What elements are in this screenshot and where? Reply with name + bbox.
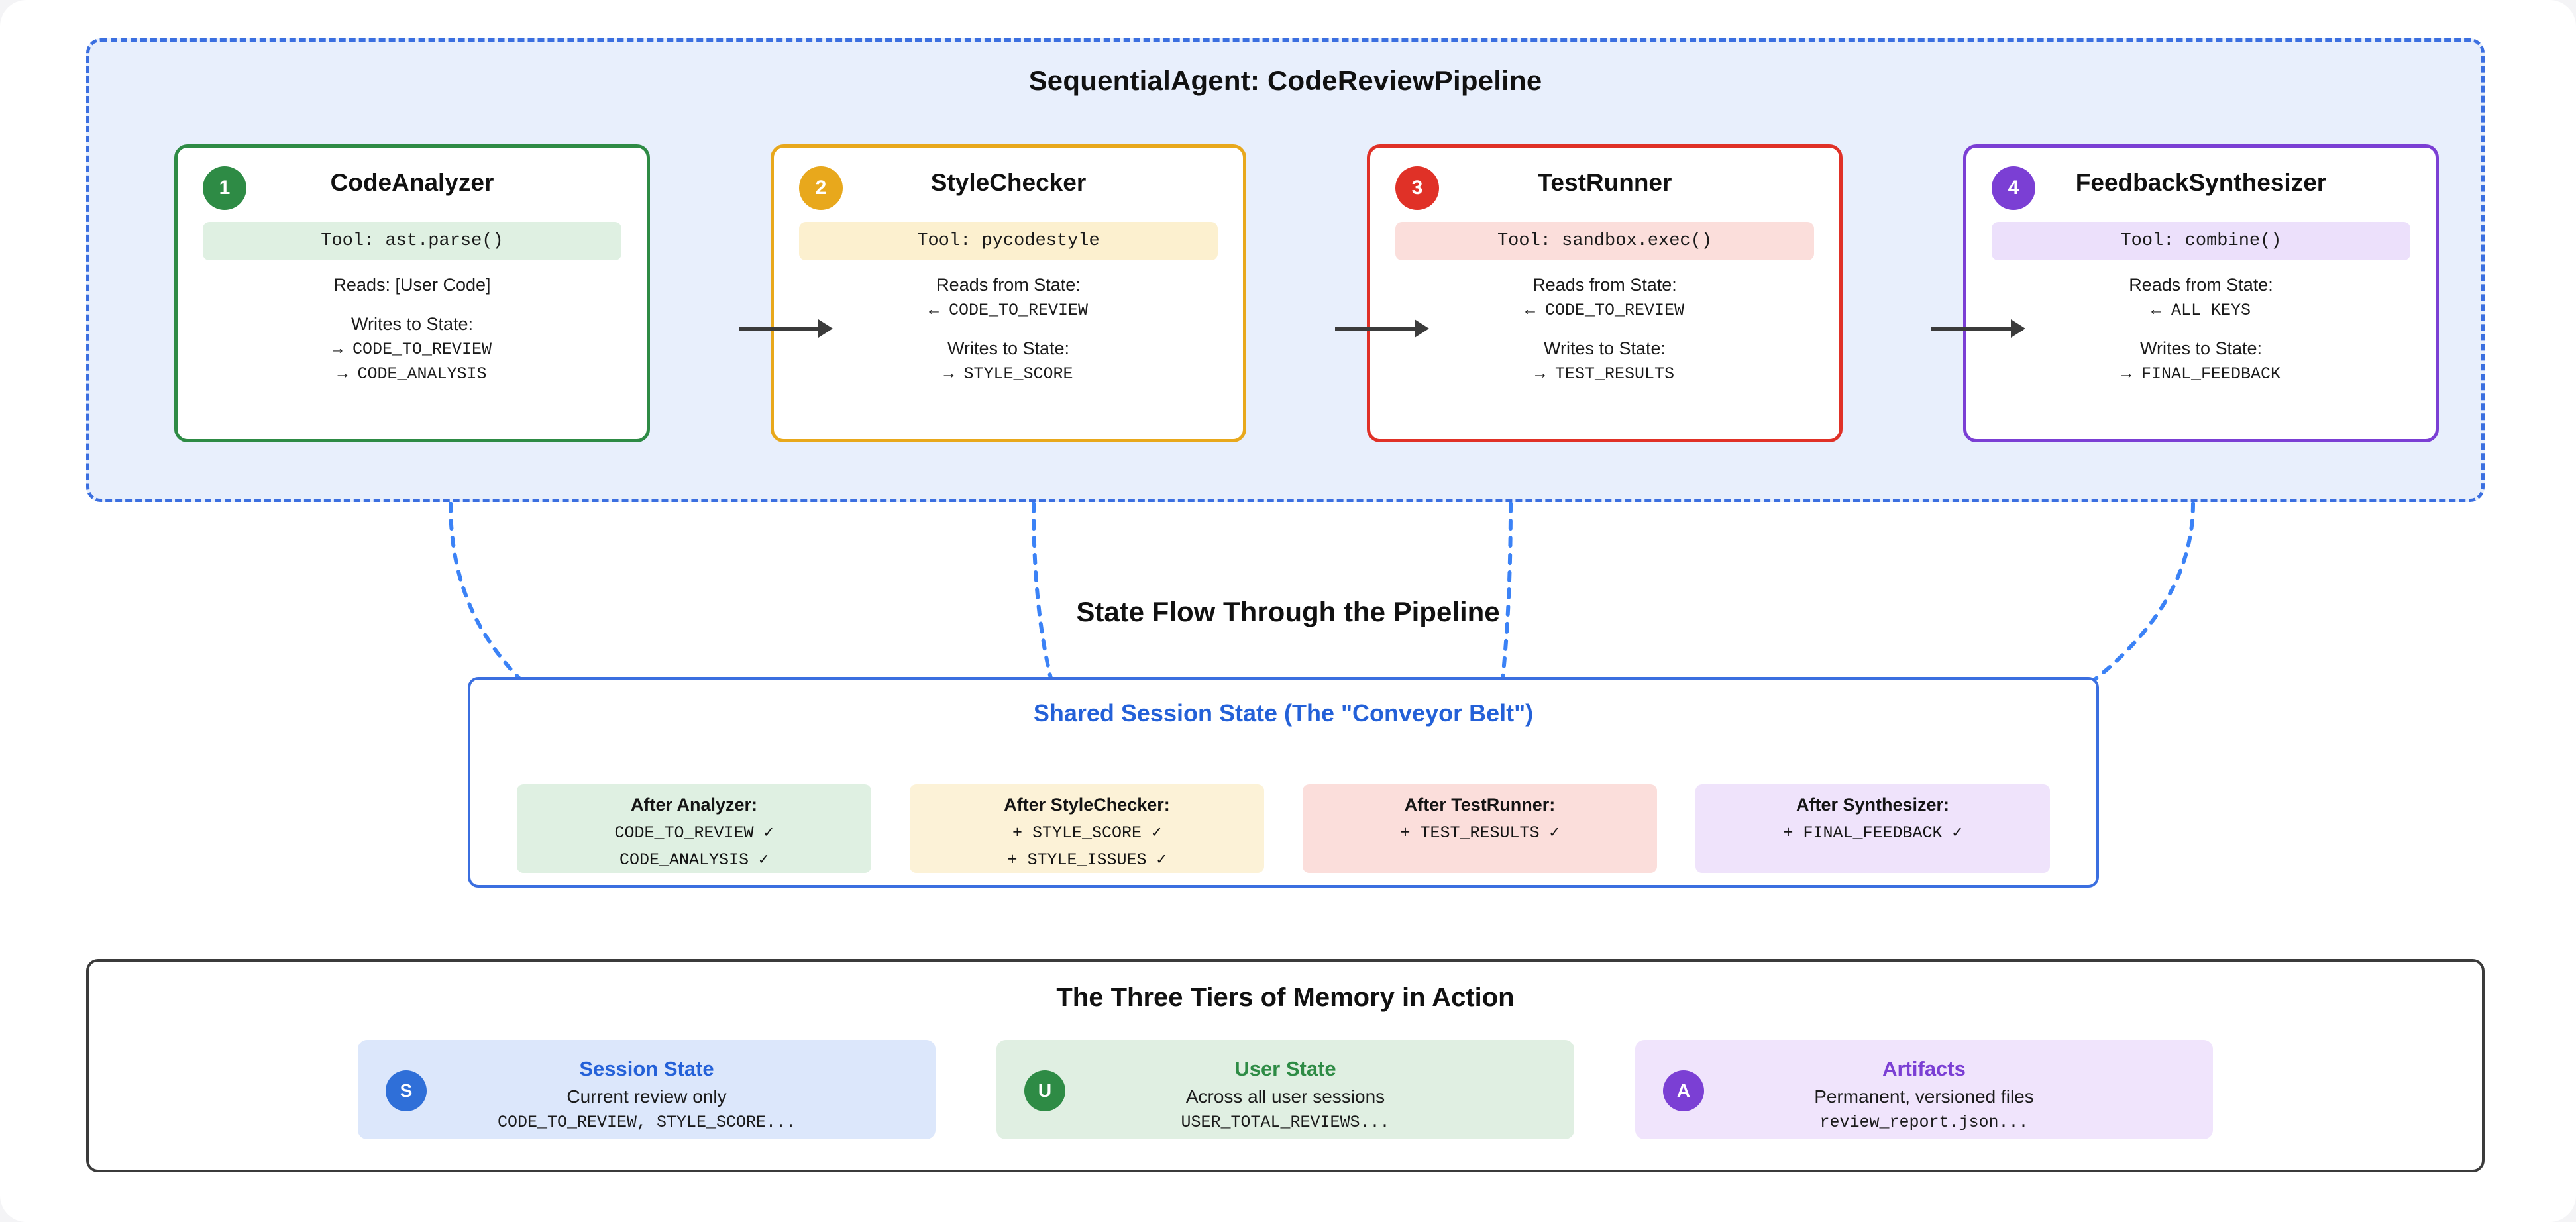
state-flow-title: State Flow Through the Pipeline [1076,596,1500,627]
agent-name: StyleChecker [930,169,1087,196]
agent-card-testrunner[interactable] [1367,144,1843,442]
flow-arrow-icon [739,327,830,331]
artifacts-badge-icon: A [1663,1070,1704,1111]
memory-tier-title: User State [1234,1057,1336,1080]
shared-session-state-title: Shared Session State (The "Conveyor Belt") [1033,699,1534,727]
state-stage-key: + FINAL_FEEDBACK ✓ [1783,823,1962,842]
pipeline-container [86,38,2485,502]
pipeline-title: SequentialAgent: CodeReviewPipeline [1028,65,1542,96]
agent-header [774,148,1243,222]
agent-writes-label: Writes to State: [1543,338,1666,358]
state-stage-title: After StyleChecker: [1004,795,1170,815]
agent-name: CodeAnalyzer [330,169,494,196]
state-stage-title: After Synthesizer: [1796,795,1950,815]
agent-tool-chip: Tool: pycodestyle [799,222,1218,260]
agent-header [1370,148,1839,222]
memory-tier-session-state[interactable] [358,1040,936,1139]
memory-tier-body [1635,1040,2213,1132]
agent-step-badge: 2 [799,166,843,210]
agent-writes-label: Writes to State: [2139,338,2263,358]
agent-tool-chip: Tool: combine() [1992,222,2410,260]
agent-writes-label: Writes to State: [350,314,474,334]
agent-writes-key: → CODE_ANALYSIS [337,364,487,383]
agent-reads-key: ← CODE_TO_REVIEW [928,301,1089,320]
agent-header [178,148,647,222]
state-stage-title: After TestRunner: [1404,795,1556,815]
session-state-badge-icon: S [386,1070,427,1111]
agent-reads-key: ← CODE_TO_REVIEW [1525,301,1685,320]
memory-tier-subtitle: Current review only [566,1086,727,1107]
agent-step-badge: 4 [1992,166,2035,210]
state-stage-key: CODE_TO_REVIEW ✓ [614,823,774,842]
memory-tier-body [996,1040,1574,1132]
memory-tiers-title: The Three Tiers of Memory in Action [1056,983,1515,1012]
agent-card-feedbacksynthesizer[interactable] [1963,144,2439,442]
agent-card-codeanalyzer[interactable] [174,144,650,442]
state-stage-title: After Analyzer: [630,795,758,815]
agent-step-badge: 1 [203,166,246,210]
state-stage-after-analyzer [517,784,871,873]
agent-card-stylechecker[interactable] [771,144,1246,442]
agent-writes-label: Writes to State: [947,338,1070,358]
agent-reads-label: Reads: [User Code] [333,275,491,295]
agent-tool-chip: Tool: ast.parse() [203,222,621,260]
memory-tier-subtitle: Across all user sessions [1185,1086,1385,1107]
agent-reads-label: Reads from State: [2129,275,2273,295]
state-stage-key: + TEST_RESULTS ✓ [1400,823,1560,842]
state-stage-key: + STYLE_SCORE ✓ [1012,823,1162,842]
agent-writes-key: → CODE_TO_REVIEW [332,340,492,359]
agent-header [1966,148,2436,222]
state-stage-after-synthesizer [1695,784,2050,873]
agent-writes-key: → FINAL_FEEDBACK [2121,364,2281,383]
agent-name: TestRunner [1537,169,1672,196]
state-stage-after-stylechecker [910,784,1264,873]
flow-arrow-icon [1931,327,2023,331]
agent-reads-label: Reads from State: [936,275,1081,295]
memory-tiers-row [89,1040,2482,1139]
agent-writes-key: → TEST_RESULTS [1534,364,1675,383]
agent-tool-chip: Tool: sandbox.exec() [1395,222,1814,260]
flow-arrow-icon [1335,327,1426,331]
agent-writes-key: → STYLE_SCORE [943,364,1073,383]
memory-tiers-panel [86,959,2485,1172]
state-stage-after-testrunner [1303,784,1657,873]
agent-step-badge: 3 [1395,166,1439,210]
memory-tier-title: Session State [579,1057,714,1080]
agent-name: FeedbackSynthesizer [2075,169,2327,196]
memory-tier-keys: USER_TOTAL_REVIEWS... [1181,1113,1390,1132]
state-stage-key: + STYLE_ISSUES ✓ [1007,850,1167,870]
agent-reads-label: Reads from State: [1532,275,1677,295]
agent-reads-key: ← ALL KEYS [2151,301,2251,320]
user-state-badge-icon: U [1024,1070,1065,1111]
memory-tier-artifacts[interactable] [1635,1040,2213,1139]
memory-tier-body [358,1040,936,1132]
memory-tier-title: Artifacts [1882,1057,1966,1080]
memory-tier-subtitle: Permanent, versioned files [1814,1086,2034,1107]
memory-tier-user-state[interactable] [996,1040,1574,1139]
state-stage-key: CODE_ANALYSIS ✓ [619,850,769,870]
memory-tier-keys: review_report.json... [1819,1113,2029,1132]
shared-session-state-panel [468,677,2099,888]
state-stage-row [470,784,2096,873]
memory-tier-keys: CODE_TO_REVIEW, STYLE_SCORE... [497,1113,796,1132]
